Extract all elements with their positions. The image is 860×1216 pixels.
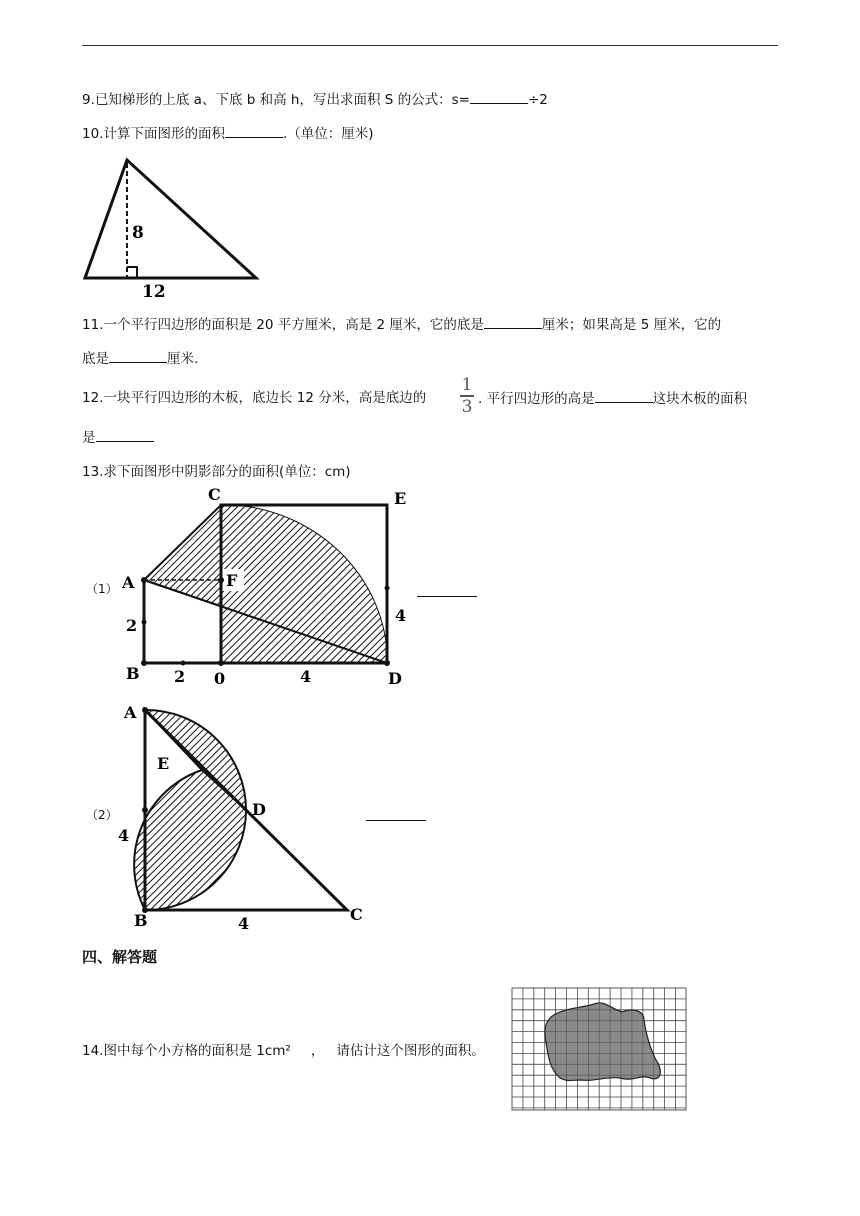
- label-c: C: [208, 485, 221, 504]
- question-11-line2: [82, 349, 198, 368]
- question-9: [82, 90, 548, 109]
- label-od-length: 4: [300, 667, 312, 686]
- point-ab-mid-2: [142, 807, 148, 813]
- q11-text-b: 厘米；如果高是 5 厘米，它的: [541, 317, 722, 333]
- point-ed-mid: [385, 586, 390, 591]
- q11-text-d: 厘米.: [167, 351, 199, 367]
- q9-blank[interactable]: [470, 90, 528, 104]
- label-f: F: [226, 571, 238, 590]
- q12-text-c: 这块木板的面积: [652, 391, 748, 407]
- right-angle-mark: [127, 267, 137, 278]
- question-12-line1: [82, 389, 426, 407]
- label-ab-length-2: 4: [118, 826, 130, 845]
- triangle-outline: [85, 160, 256, 278]
- point-ab-mid: [142, 620, 147, 625]
- fraction-denominator: 3: [461, 396, 473, 417]
- q12-text-d: 是: [82, 430, 96, 446]
- triangle-base-label: 12: [142, 282, 166, 302]
- quarter-circle-region: [221, 505, 387, 663]
- q13-part-2-label: （2）: [86, 808, 118, 822]
- label-c-2: C: [350, 905, 363, 924]
- label-d-2: D: [252, 800, 266, 819]
- point-o: [218, 660, 224, 666]
- point-a: [141, 577, 147, 583]
- label-a-2: A: [124, 703, 137, 722]
- q12-text-a: 12.一块平行四边形的木板，底边长 12 分米，高是底边的: [82, 390, 427, 406]
- q10-text: 10.计算下面图形的面积: [82, 126, 225, 142]
- label-o: 0: [214, 669, 226, 688]
- label-ed-length: 4: [395, 606, 407, 625]
- question-13: [82, 463, 351, 481]
- label-bo-length: 2: [174, 667, 186, 686]
- q10-tail: .（单位：厘米): [282, 126, 374, 142]
- q12-blank-1[interactable]: [595, 389, 653, 403]
- q12-blank-2[interactable]: [96, 428, 154, 442]
- triangle-height-label: 8: [132, 223, 144, 243]
- label-a: A: [122, 573, 135, 592]
- label-e: E: [394, 489, 407, 508]
- q10-blank[interactable]: [225, 124, 283, 138]
- figure-13-1: [118, 484, 418, 689]
- grid-figure: [510, 986, 688, 1112]
- label-ab-length: 2: [126, 616, 138, 635]
- q13-part-2-answer-blank[interactable]: [366, 820, 426, 821]
- label-e-2: E: [157, 754, 170, 773]
- q11-text-a: 11.一个平行四边形的面积是 20 平方厘米，高是 2 厘米，它的底是: [82, 317, 484, 333]
- point-bo-mid: [181, 661, 186, 666]
- q11-blank-1[interactable]: [484, 315, 542, 329]
- q13-text: 13.求下面图形中阴影部分的面积(单位：cm): [82, 464, 351, 480]
- q13-part-1-answer-blank[interactable]: [417, 596, 477, 597]
- point-b: [141, 660, 147, 666]
- figure-13-2: [112, 700, 372, 935]
- point-d: [384, 660, 390, 666]
- q9-text: 9.已知梯形的上底 a、下底 b 和高 h，写出求面积 S 的公式：s=: [82, 92, 470, 108]
- section-heading: 四、解答题: [82, 948, 158, 966]
- q14-text-a: 14.图中每个小方格的面积是 1cm²: [82, 1043, 291, 1059]
- q11-text-c: 底是: [82, 351, 109, 367]
- q14-text-b: 请估计这个图形的面积。: [336, 1043, 485, 1059]
- question-14: [82, 1042, 485, 1060]
- label-d: D: [388, 669, 402, 688]
- q14-sep: ，: [310, 1043, 325, 1059]
- label-b-2: B: [134, 911, 148, 930]
- label-bc-length-2: 4: [238, 914, 250, 933]
- grid-lines-overlay: [512, 988, 686, 1110]
- point-f: [218, 577, 224, 583]
- question-12-line2: [82, 428, 154, 447]
- fraction-numerator: 1: [461, 375, 473, 395]
- point-a-2: [142, 707, 148, 713]
- header-rule: [82, 45, 778, 46]
- question-10: [82, 124, 374, 143]
- question-11-line1: [82, 315, 721, 334]
- one-third-fraction: [460, 377, 474, 415]
- question-12-line1-cont: [478, 389, 747, 408]
- q12-text-b: . 平行四边形的高是: [478, 391, 595, 407]
- q13-part-1-label: （1）: [86, 582, 118, 596]
- q9-tail: ÷2: [527, 92, 548, 108]
- q11-blank-2[interactable]: [109, 349, 167, 363]
- triangle-figure: [80, 155, 270, 300]
- label-b: B: [126, 664, 140, 683]
